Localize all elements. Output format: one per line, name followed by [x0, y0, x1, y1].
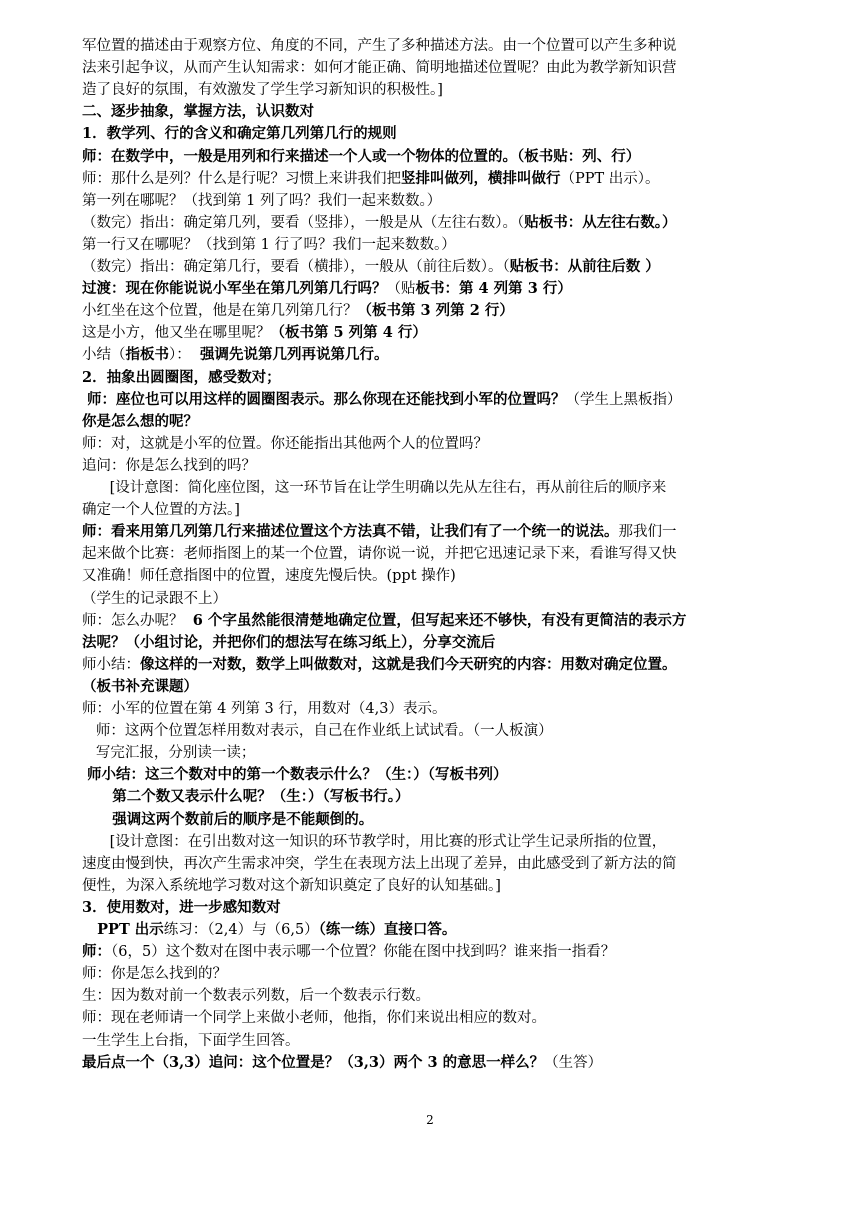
text-run: 师小结：: [82, 656, 140, 673]
text-run: 第二个数又表示什么呢？（生：）（写板书行。）: [82, 788, 410, 806]
text-run: 师：现在老师请一个同学上来做小老师，他指，你们来说出相应的数对。: [82, 1010, 546, 1027]
text-line: [82, 963, 802, 985]
text-line: [82, 588, 802, 610]
text-run: 二、逐步抽象，掌握方法，认识数对: [82, 103, 314, 121]
text-run: 贴板书：从左往右数。）: [524, 213, 677, 231]
text-run: 法来引起争议，从而产生认知需求：如何才能正确、简明地描述位置呢？由此为教学新知识营: [82, 60, 677, 77]
text-line: [82, 632, 802, 654]
text-run: [设计意图：简化座位图，这一环节旨在让学生明确以先从左往右，再从前往后的顺序来: [82, 480, 667, 496]
text-line: [82, 1052, 802, 1074]
text-run: 过渡：现在你能说说小军坐在第几列第几行吗？: [82, 280, 387, 298]
text-run: 便性，为深入系统地学习数对这个新知识奠定了良好的认知基础。]: [82, 877, 501, 894]
text-line: [82, 565, 802, 587]
text-line: [82, 411, 802, 433]
text-run: 第一行又在哪呢？（找到第 1 行了吗？我们一起来数数。）: [82, 236, 456, 253]
text-run: 起来做个比赛：老师指图上的某一个位置，请你说一说，并把它迅速记录下来，看谁写得又快: [82, 546, 677, 563]
text-run: 师：座位也可以用这样的圆圈图表示。那么你现在还能找到小军的位置吗？: [82, 390, 566, 408]
text-line: [82, 1030, 802, 1052]
text-run: PPT 出示: [82, 921, 164, 938]
text-run: （6，5）这个数对在图中表示哪一个位置？你能在图中找到吗？谁来指一指看？: [111, 944, 616, 961]
text-line: [82, 985, 802, 1007]
text-line: [82, 168, 802, 190]
text-run: （板书贴：列、行）: [517, 147, 641, 165]
text-run: 强调先说第几列再说第几行。: [199, 346, 389, 364]
text-run: 你是怎么想的呢？: [82, 412, 198, 430]
text-line: [82, 477, 802, 499]
text-run: （生答）: [544, 1054, 603, 1071]
text-run: 军位置的描述由于观察方位、角度的不同，产生了多种描述方法。由一个位置可以产生多种说: [82, 38, 677, 54]
text-run: 6 个字虽然能很清楚地确定位置，但写起来还不够快，有没有更简洁的表示方: [192, 611, 687, 629]
text-line: [82, 543, 802, 565]
text-line: [82, 344, 802, 366]
text-line: [82, 79, 802, 101]
text-line: [82, 389, 802, 411]
text-line: [82, 786, 802, 808]
text-line: [82, 1007, 802, 1029]
text-run: （数完）指出：确定第几列，要看（竖排），一般是从（左往右数）。（: [82, 214, 525, 231]
text-run: 师：你是怎么找到的？: [82, 966, 227, 983]
text-run: 生：因为数对前一个数表示列数，后一个数表示行数。: [82, 988, 430, 1005]
text-run: 师：怎么办呢？: [82, 612, 193, 629]
text-line: [82, 146, 802, 168]
text-run: 这是小方，他又坐在哪里呢？: [82, 325, 271, 342]
text-run: 指板书: [125, 346, 169, 364]
text-run: 造了良好的氛围，有效激发了学生学习新知识的积极性。]: [82, 82, 443, 99]
text-run: 速度由慢到快，再次产生需求冲突，学生在表现方法上出现了差异，由此感受到了新方法的简: [82, 855, 677, 872]
text-line: [82, 278, 802, 300]
text-run: （数完）指出：确定第几行，要看（横排），一般从（前往后数）。（: [82, 259, 510, 275]
text-run: 师：在数学中，一般是用列和行来描述一个人或一个物体的位置的。: [82, 147, 517, 165]
text-line: [82, 698, 802, 720]
text-run: 师：对，这就是小军的位置。你还能指出其他两个人的位置吗？: [82, 435, 488, 452]
text-run: 强调这两个数前后的顺序是不能颠倒的。: [82, 810, 374, 828]
text-run: （PPT 出示）。: [560, 170, 660, 187]
text-line: [82, 610, 802, 632]
text-run: 最后点一个（3,3）追问：这个位置是？（3,3）两个 3 的意思一样么？: [82, 1053, 545, 1071]
text-run: （练一练）直接口答。: [318, 921, 457, 938]
text-run: 板书：第 4 列第 3 行）: [415, 280, 572, 298]
text-line: [82, 897, 802, 919]
text-run: ）：: [169, 347, 200, 364]
text-run: 3．使用数对，进一步感知数对: [82, 898, 281, 916]
text-run: 第一列在哪呢？（找到第 1 列了吗？我们一起来数数。）: [82, 192, 442, 209]
text-run: 那我们一: [618, 524, 677, 541]
text-line: [82, 300, 802, 322]
text-run: （板书补充课题）: [82, 677, 198, 695]
text-line: [82, 654, 802, 676]
text-run: [设计意图：在引出数对这一知识的环节教学时，用比赛的形式让学生记录所指的位置，: [82, 833, 667, 850]
text-run: 写完汇报，分别读一读；: [82, 745, 256, 762]
text-run: 小红坐在这个位置，他是在第几列第几行？: [82, 303, 358, 320]
text-line: [82, 190, 802, 212]
text-line: [82, 455, 802, 477]
text-run: 竖排叫做列，横排叫做行: [401, 169, 561, 187]
text-line: [82, 853, 802, 875]
text-line: [82, 764, 802, 786]
text-line: [82, 123, 802, 145]
text-line: [82, 809, 802, 831]
text-run: 法呢？（小组讨论，并把你们的想法写在练习纸上），分享交流后: [82, 633, 496, 651]
text-run: 师：看来用第几列第几行来描述位置这个方法真不错，让我们有了一个统一的说法。: [82, 523, 619, 541]
text-run: 练习：（2,4）与（6,5）: [163, 922, 319, 938]
text-run: 师小结：这三个数对中的第一个数表示什么？（生：）（写板书列）: [82, 766, 508, 784]
text-line: [82, 720, 802, 742]
text-line: [82, 521, 802, 543]
text-line: [82, 742, 802, 764]
text-line: [82, 919, 802, 941]
text-run: 师：: [82, 943, 111, 961]
text-run: 1．教学列、行的含义和确定第几列第几行的规则: [82, 125, 397, 143]
text-line: [82, 499, 802, 521]
text-run: 师：那什么是列？什么是行呢？习惯上来讲我们把: [82, 170, 401, 187]
text-run: （板书第 3 列第 2 行）: [357, 302, 514, 320]
text-line: [82, 57, 802, 79]
text-run: （学生的记录跟不上）: [82, 590, 227, 607]
text-line: [82, 367, 802, 389]
text-line: [82, 101, 802, 123]
text-line: [82, 875, 802, 897]
text-run: 像这样的一对数，数学上叫做数对，这就是我们今天研究的内容：用数对确定位置。: [140, 655, 677, 673]
text-run: 追问：你是怎么找到的吗？: [82, 457, 256, 474]
text-run: 小结（: [82, 347, 126, 364]
text-run: 又准确！师任意指图中的位置，速度先慢后快。(ppt 操作): [82, 568, 456, 585]
text-line: [82, 212, 802, 234]
text-run: 确定一个人位置的方法。]: [82, 502, 240, 519]
text-run: （贴: [386, 281, 416, 298]
text-run: 师：这两个位置怎样用数对表示，自己在作业纸上试试看。（一人板演）: [82, 723, 553, 740]
text-line: [82, 256, 802, 278]
text-line: [82, 234, 802, 256]
text-line: [82, 676, 802, 698]
text-line: [82, 433, 802, 455]
text-line: [82, 322, 802, 344]
text-run: 贴板书：从前往后数 ）: [509, 258, 660, 275]
text-line: [82, 831, 802, 853]
text-line: [82, 35, 802, 57]
text-run: 一生学生上台指，下面学生回答。: [82, 1032, 300, 1049]
text-run: 2．抽象出圆圈图，感受数对；: [82, 368, 281, 386]
page-number: 2: [426, 1113, 434, 1127]
text-run: 师：小军的位置在第 4 列第 3 行，用数对（4,3）表示。: [82, 701, 447, 717]
text-line: [82, 941, 802, 963]
text-run: （板书第 5 列第 4 行）: [270, 324, 427, 342]
text-run: （学生上黑板指）: [565, 391, 682, 408]
